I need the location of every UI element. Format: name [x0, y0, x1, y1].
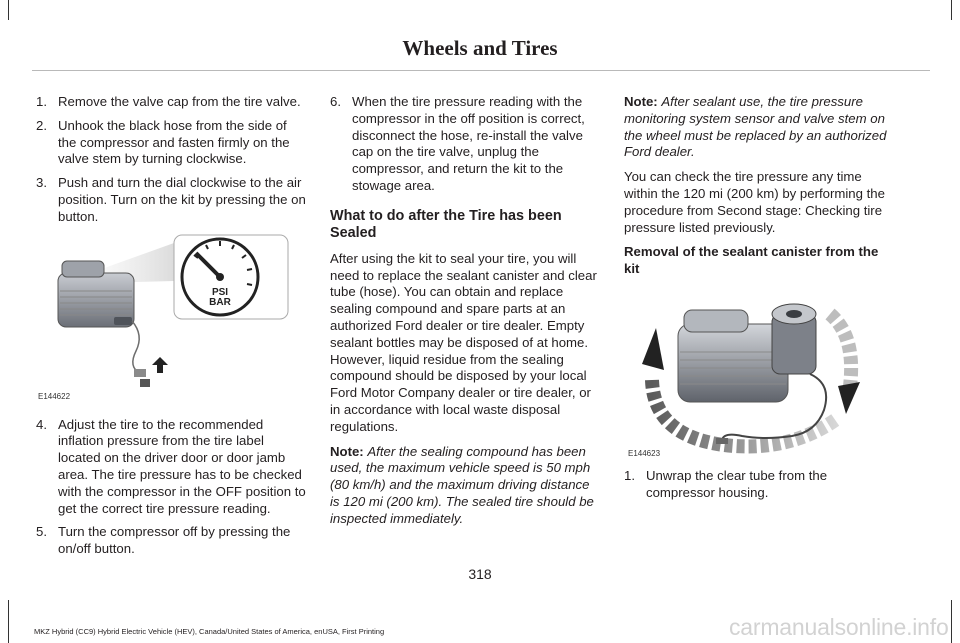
step-number: 2. [36, 117, 47, 133]
list-item [36, 94, 306, 111]
crop-mark [8, 600, 9, 643]
note-block [330, 444, 602, 528]
step-number: 4. [36, 416, 47, 432]
list-item [624, 468, 896, 502]
footer-text: MKZ Hybrid (CC9) Hybrid Electric Vehicle (HEV), Canada/United States of America, enUSA, First Printing [34, 627, 385, 636]
rotation-arrow-icon [838, 382, 860, 414]
column-middle [330, 94, 602, 536]
valve-connector [134, 357, 168, 387]
list-item [36, 524, 306, 558]
crop-mark [951, 600, 952, 643]
page-title: Wheels and Tires [402, 36, 558, 60]
header-divider [32, 70, 930, 71]
step-number: 1. [624, 467, 635, 483]
rotation-arrow-icon [642, 328, 664, 370]
sealant-canister [772, 304, 816, 374]
gauge-unit-psi: PSI [211, 286, 229, 298]
column-right [624, 94, 896, 509]
figure-id: E144622 [38, 391, 71, 401]
crop-mark [951, 0, 952, 20]
crop-mark [8, 0, 9, 20]
step-text: When the tire pressure reading with the compressor in the off position is correct, disconnect the hose, re-install the valve cap on the tire valve, unplug the compressor, and return the kit to the stowage area. [352, 94, 585, 193]
gauge-unit-bar: BAR [209, 296, 231, 308]
sealant-canister-figure [624, 290, 896, 458]
compressor-gauge-figure [36, 233, 306, 401]
list-item [36, 118, 306, 168]
section-heading: What to do after the Tire has been Sealed [330, 207, 562, 241]
step-text: Adjust the tire to the recommended inflation pressure from the tire label located on the driver door or door jamb area. The tire pressure has to be checked with the compressor in the OFF position to get the correct tire pressure reading. [58, 416, 306, 516]
step-number: 3. [36, 175, 47, 191]
note-text: After the sealing compound has been used, the maximum vehicle speed is 50 mph (80 km/h) and the maximum driving distance is 120 mi (200 km). The sealed tire should be inspected immediately. [330, 443, 594, 526]
body-paragraph: After using the kit to seal your tire, you will need to replace the sealant canister and clear tube (hose). You can obtain and replace sealing compound and spare parts at an authorized Ford dealer or tire dealer. Empty sealant bottles may be disposed of at home. However, liquid residue from the sealing compound should be disposed by your local Ford Motor Company dealer or tire dealer, or in accordance with local waste disposal regulations. [330, 250, 597, 434]
step-number: 6. [330, 94, 341, 109]
step-text: Turn the compressor off by pressing the on/off button. [58, 524, 291, 557]
list-item [330, 94, 602, 195]
step-text: Unhook the black hose from the side of the compressor and fasten firmly on the valve stem by turning clockwise. [58, 117, 290, 167]
sealant-removal-illustration [624, 290, 896, 458]
note-label: Note: [624, 94, 658, 109]
step-text: Unwrap the clear tube from the compressor housing. [646, 467, 828, 500]
step-text: Remove the valve cap from the tire valve. [58, 94, 301, 109]
body-paragraph: You can check the tire pressure any time within the 120 mi (200 km) by performing the procedure from Second stage: Checking tire pressure listed previously. [624, 169, 885, 235]
note-text: After sealant use, the tire pressure monitoring system sensor and valve stem on the wheel must be replaced by an authorized Ford dealer. [624, 94, 887, 160]
step-number: 1. [36, 94, 47, 109]
watermark: carmanualsonline.info [729, 614, 949, 640]
section-heading: Removal of the sealant canister from the kit [624, 244, 879, 277]
step-number: 5. [36, 524, 47, 540]
compressor-gauge-illustration [36, 233, 306, 401]
pressure-gauge [182, 239, 258, 315]
list-item [36, 417, 306, 518]
note-label: Note: [330, 443, 364, 459]
figure-id: E144623 [628, 448, 661, 458]
list-item [36, 175, 306, 225]
column-left [36, 94, 306, 565]
page-number: 318 [468, 566, 492, 582]
step-text: Push and turn the dial clockwise to the air position. Turn on the kit by pressing the on button. [58, 175, 306, 224]
note-block [624, 94, 896, 161]
